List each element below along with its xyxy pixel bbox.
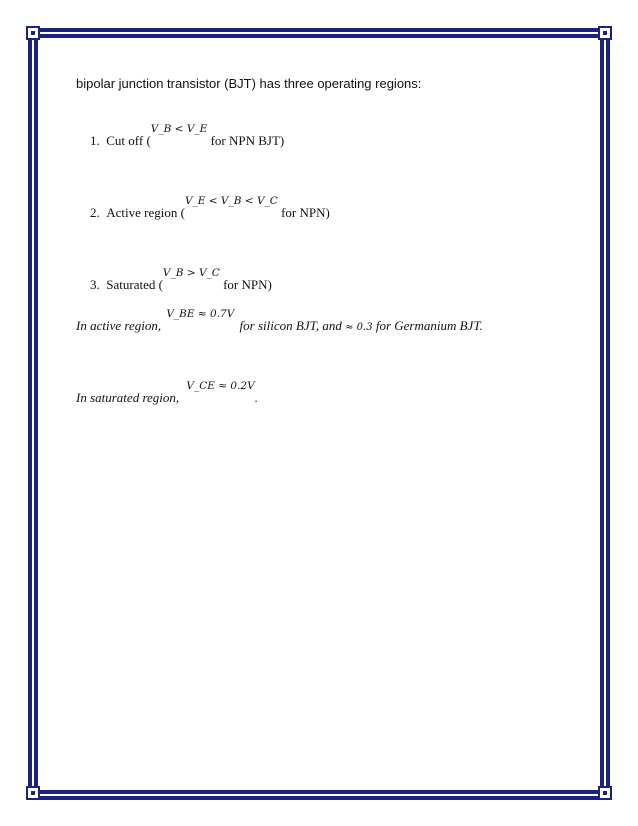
formula: V_CE ≈ 0.2V — [186, 380, 255, 392]
formula: ≈ 0.3 — [345, 322, 373, 333]
border-corner-ornament — [598, 26, 612, 40]
border-corner-ornament — [26, 786, 40, 800]
active-region-paragraph: In active region, $^{V\_BE \approx 0.7V}$ for silicon BJT, and ≈ 0.3 for Germanium BJT. — [76, 308, 483, 333]
list-item: 2. Active region ($^{V\_E < V\_B < V\_C}$ for NPN) — [90, 195, 330, 220]
formula: V_B > V_C — [162, 267, 220, 279]
list-item: 3. Saturated ($^{V\_B > V\_C}$ for NPN) — [90, 267, 272, 292]
intro-text: bipolar junction transistor (BJT) has three operating regions: — [76, 76, 422, 91]
saturated-region-paragraph: In saturated region, $^{V\_CE \approx 0.2V}$. — [76, 380, 258, 405]
list-item: 1. Cut off ($^{V\_B < V\_E}$ for NPN BJT) — [90, 123, 285, 148]
formula: V_BE ≈ 0.7V — [166, 308, 235, 320]
formula: V_B < V_E — [150, 123, 208, 135]
border-corner-ornament — [598, 786, 612, 800]
formula: V_E < V_B < V_C — [184, 195, 278, 207]
border-corner-ornament — [26, 26, 40, 40]
